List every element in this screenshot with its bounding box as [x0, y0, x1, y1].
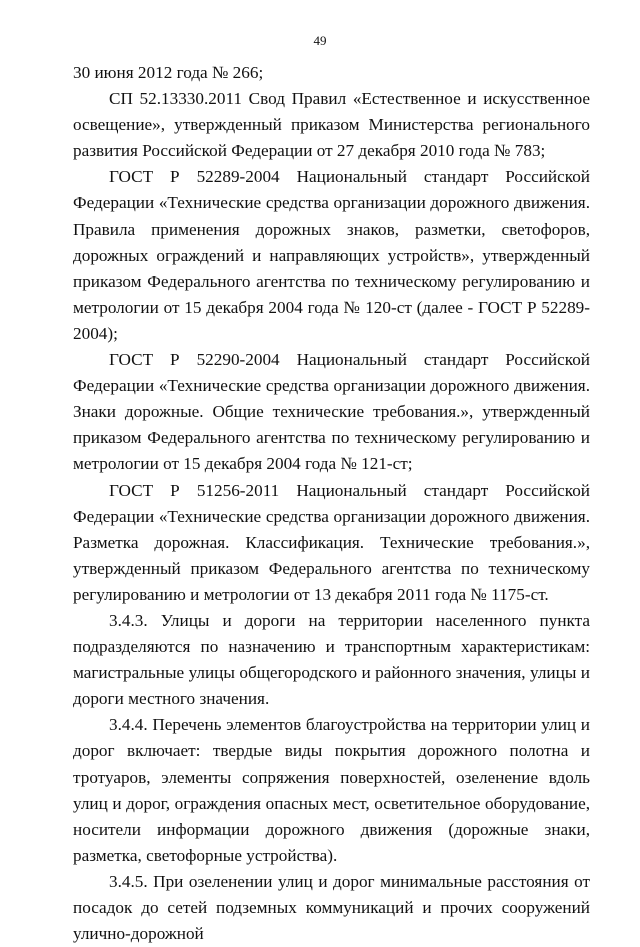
paragraph-3-4-3: 3.4.3. Улицы и дороги на территории населенного пункта подразделяются по назначению и транспортным характеристикам: магистральные улицы общегородского и районного значения, улицы и дороги местного значения.	[73, 610, 590, 709]
paragraph-continuation: 30 июня 2012 года № 266;	[73, 63, 264, 82]
paragraph-3-4-4: 3.4.4. Перечень элементов благоустройства на территории улиц и дорог включает: твердые виды покрытия дорожного полотна и тротуаров, элементы сопряжения поверхностей, озеленение вдоль улиц и дорог, ограждения опасных мест, осветительное оборудование, носители информации дорожного движения (дорожные знаки, разметка, светофорные устройства).	[73, 715, 590, 865]
paragraph-3-4-5: 3.4.5. При озеленении улиц и дорог минимальные расстояния от посадок до сетей подземных коммуникаций и прочих сооружений улично-дорожной	[73, 871, 590, 944]
page-number: 49	[313, 33, 327, 48]
paragraph-gost-52289: ГОСТ Р 52289-2004 Национальный стандарт Российской Федерации «Технические средства организации дорожного движения. Правила применения дорожных знаков, разметки, светофоров, дорожных ограждений и направляющих устройств», утвержденный приказом Федерального агентства по техническому регулированию и метрологии от 15 декабря 2004 года № 120-ст (далее - ГОСТ Р 52289-2004);	[73, 167, 590, 343]
paragraph-sp-52-13330: СП 52.13330.2011 Свод Правил «Естественное и искусственное освещение», утвержденный приказом Министерства регионального развития Российской Федерации от 27 декабря 2010 года № 783;	[73, 89, 590, 161]
paragraph-gost-51256: ГОСТ Р 51256-2011 Национальный стандарт Российской Федерации «Технические средства организации дорожного движения. Разметка дорожная. Классификация. Технические требования.», утвержденный приказом Федерального агентства по техническому регулированию и метрологии от 13 декабря 2011 года № 1175-ст.	[73, 480, 590, 604]
paragraph-gost-52290: ГОСТ Р 52290-2004 Национальный стандарт Российской Федерации «Технические средства организации дорожного движения. Знаки дорожные. Общие технические требования.», утвержденный приказом Федерального агентства по техническому регулированию и метрологии от 15 декабря 2004 года № 121-ст;	[73, 350, 590, 474]
document-body	[73, 60, 590, 947]
